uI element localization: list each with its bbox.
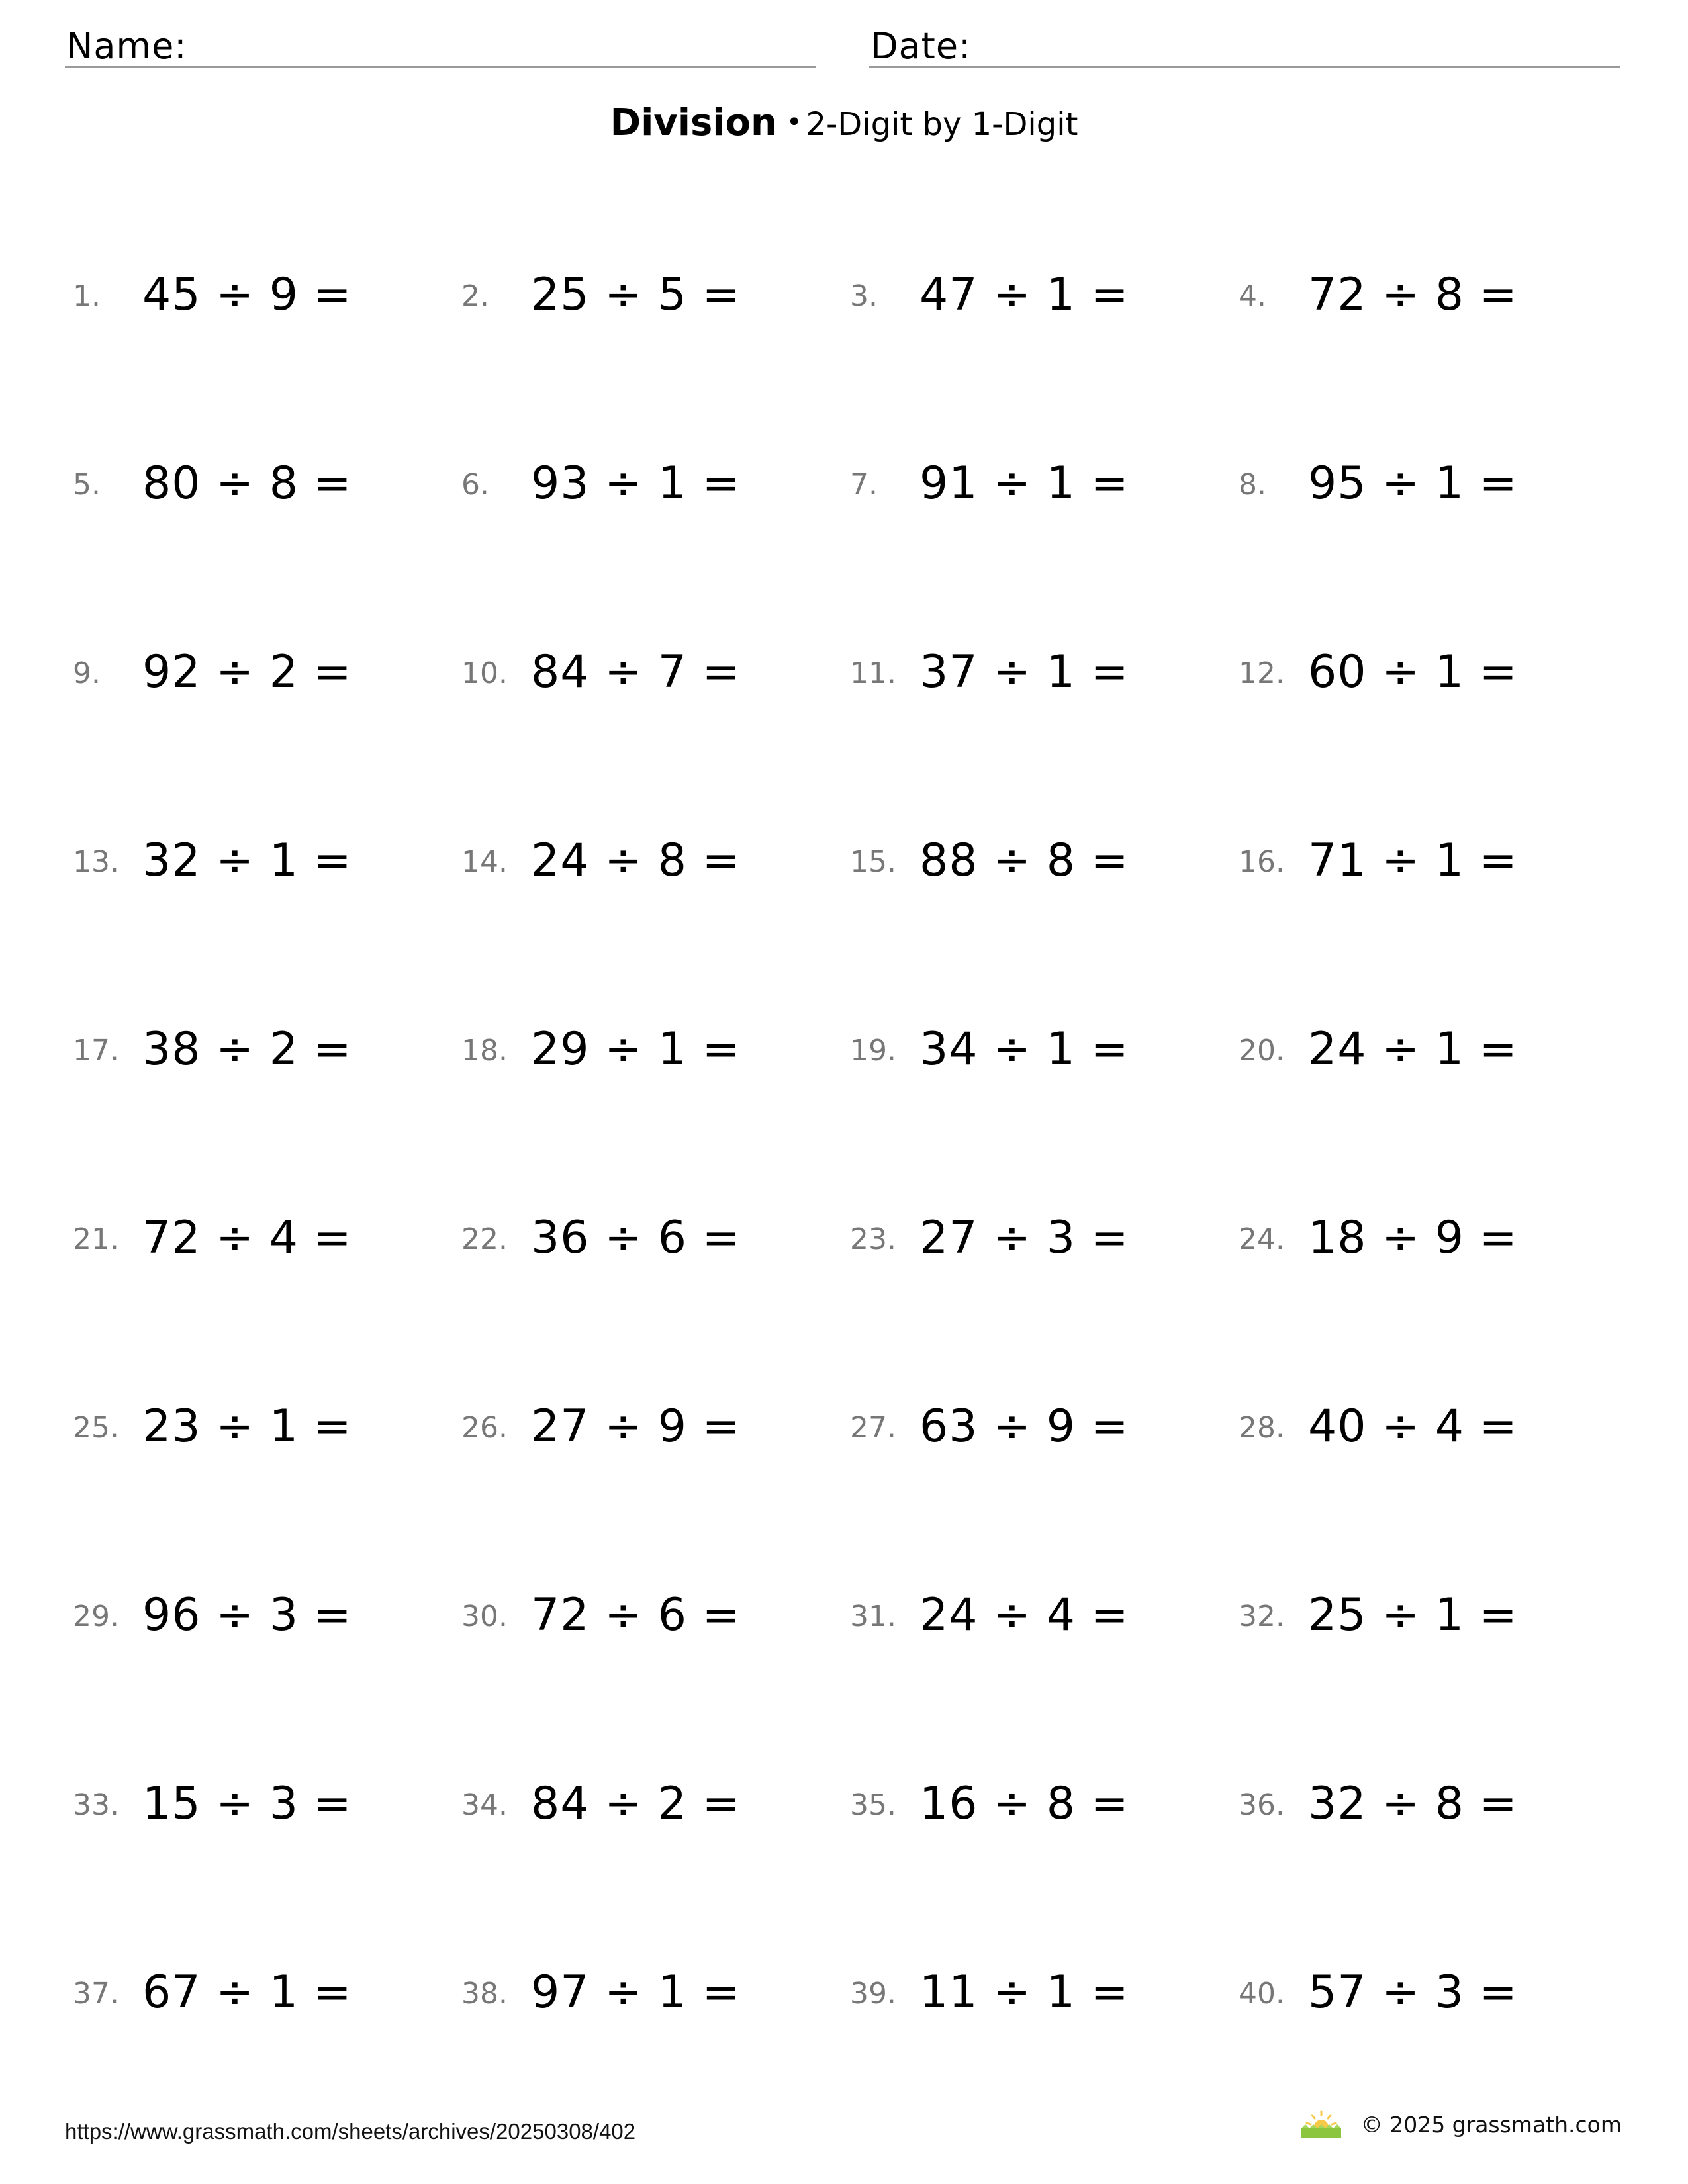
problem-item: [461, 1181, 850, 1370]
problem-expression: 84 ÷ 2 =: [531, 1778, 741, 1830]
problem-number: 23.: [850, 1222, 896, 1256]
problem-number: 7.: [850, 468, 878, 502]
problem-item: [850, 1747, 1239, 1936]
problem-number: 17.: [73, 1034, 119, 1068]
footer-brand: [1299, 2110, 1622, 2139]
title-bullet: •: [786, 107, 802, 138]
problem-number: 26.: [461, 1411, 508, 1445]
problem-item: [461, 1370, 850, 1559]
problem-number: 18.: [461, 1034, 508, 1068]
problem-item: [850, 238, 1239, 427]
problem-expression: 25 ÷ 1 =: [1308, 1589, 1518, 1641]
problem-expression: 24 ÷ 8 =: [531, 835, 741, 887]
problem-number: 34.: [461, 1788, 508, 1822]
problem-expression: 72 ÷ 6 =: [531, 1589, 741, 1641]
problem-number: 15.: [850, 845, 896, 879]
problem-expression: 38 ÷ 2 =: [142, 1023, 352, 1075]
problem-number: 27.: [850, 1411, 896, 1445]
problem-item: [73, 804, 461, 993]
problem-number: 38.: [461, 1977, 508, 2011]
problem-number: 4.: [1239, 279, 1266, 313]
problem-expression: 63 ÷ 9 =: [919, 1400, 1129, 1453]
problem-expression: 92 ÷ 2 =: [142, 646, 352, 698]
problem-item: [1239, 993, 1627, 1181]
problem-expression: 80 ÷ 8 =: [142, 457, 352, 510]
problem-expression: 29 ÷ 1 =: [531, 1023, 741, 1075]
problem-expression: 18 ÷ 9 =: [1308, 1212, 1518, 1264]
problem-expression: 47 ÷ 1 =: [919, 269, 1129, 321]
date-field[interactable]: [869, 20, 1620, 68]
problem-expression: 32 ÷ 8 =: [1308, 1778, 1518, 1830]
problem-number: 24.: [1239, 1222, 1285, 1256]
problem-item: [1239, 1181, 1627, 1370]
problem-item: [461, 615, 850, 804]
problem-number: 3.: [850, 279, 878, 313]
problem-item: [1239, 238, 1627, 427]
problem-expression: 23 ÷ 1 =: [142, 1400, 352, 1453]
problem-item: [1239, 1936, 1627, 2124]
problem-number: 33.: [73, 1788, 119, 1822]
problem-item: [73, 238, 461, 427]
worksheet-title: [0, 101, 1688, 144]
problem-number: 14.: [461, 845, 508, 879]
problem-number: 35.: [850, 1788, 896, 1822]
problem-item: [850, 804, 1239, 993]
problem-number: 11.: [850, 657, 896, 690]
date-label: Date:: [870, 25, 972, 67]
problem-expression: 84 ÷ 7 =: [531, 646, 741, 698]
title-main: Division: [610, 101, 777, 144]
problem-expression: 72 ÷ 8 =: [1308, 269, 1518, 321]
problem-expression: 96 ÷ 3 =: [142, 1589, 352, 1641]
problem-number: 8.: [1239, 468, 1266, 502]
problem-expression: 36 ÷ 6 =: [531, 1212, 741, 1264]
problem-expression: 27 ÷ 9 =: [531, 1400, 741, 1453]
problem-number: 10.: [461, 657, 508, 690]
problem-number: 32.: [1239, 1600, 1285, 1633]
problem-number: 21.: [73, 1222, 119, 1256]
problem-item: [73, 615, 461, 804]
problem-number: 6.: [461, 468, 489, 502]
problem-number: 25.: [73, 1411, 119, 1445]
problem-number: 37.: [73, 1977, 119, 2011]
problem-item: [850, 993, 1239, 1181]
problem-number: 9.: [73, 657, 101, 690]
name-field[interactable]: [65, 20, 816, 68]
problem-number: 29.: [73, 1600, 119, 1633]
problem-item: [73, 1747, 461, 1936]
problem-expression: 67 ÷ 1 =: [142, 1966, 352, 2019]
problem-number: 39.: [850, 1977, 896, 2011]
problem-number: 16.: [1239, 845, 1285, 879]
problem-number: 13.: [73, 845, 119, 879]
problem-grid: [73, 238, 1635, 2124]
problem-expression: 37 ÷ 1 =: [919, 646, 1129, 698]
problem-expression: 15 ÷ 3 =: [142, 1778, 352, 1830]
footer-copyright: © 2025 grassmath.com: [1360, 2111, 1622, 2138]
problem-item: [850, 1181, 1239, 1370]
problem-expression: 32 ÷ 1 =: [142, 835, 352, 887]
problem-number: 36.: [1239, 1788, 1285, 1822]
problem-expression: 40 ÷ 4 =: [1308, 1400, 1518, 1453]
problem-item: [850, 1370, 1239, 1559]
problem-expression: 72 ÷ 4 =: [142, 1212, 352, 1264]
problem-item: [73, 1370, 461, 1559]
problem-expression: 45 ÷ 9 =: [142, 269, 352, 321]
problem-item: [1239, 1559, 1627, 1747]
problem-expression: 24 ÷ 1 =: [1308, 1023, 1518, 1075]
problem-number: 40.: [1239, 1977, 1285, 2011]
problem-number: 19.: [850, 1034, 896, 1068]
problem-expression: 11 ÷ 1 =: [919, 1966, 1129, 2019]
problem-item: [461, 1936, 850, 2124]
problem-item: [850, 427, 1239, 615]
problem-item: [850, 615, 1239, 804]
problem-expression: 97 ÷ 1 =: [531, 1966, 741, 2019]
problem-expression: 25 ÷ 5 =: [531, 269, 741, 321]
problem-item: [73, 427, 461, 615]
problem-expression: 91 ÷ 1 =: [919, 457, 1129, 510]
problem-item: [850, 1936, 1239, 2124]
problem-number: 5.: [73, 468, 101, 502]
problem-item: [461, 1559, 850, 1747]
problem-item: [73, 1559, 461, 1747]
problem-item: [461, 427, 850, 615]
title-subtitle: 2-Digit by 1-Digit: [806, 106, 1078, 143]
problem-number: 30.: [461, 1600, 508, 1633]
problem-item: [850, 1559, 1239, 1747]
problem-number: 28.: [1239, 1411, 1285, 1445]
problem-expression: 93 ÷ 1 =: [531, 457, 741, 510]
problem-item: [461, 804, 850, 993]
problem-item: [1239, 427, 1627, 615]
sun-over-grass-icon: [1299, 2110, 1344, 2139]
problem-expression: 57 ÷ 3 =: [1308, 1966, 1518, 2019]
problem-item: [1239, 1370, 1627, 1559]
problem-item: [1239, 1747, 1627, 1936]
problem-expression: 95 ÷ 1 =: [1308, 457, 1518, 510]
problem-number: 12.: [1239, 657, 1285, 690]
footer-url: https://www.grassmath.com/sheets/archives/20250308/402: [65, 2119, 636, 2144]
problem-expression: 71 ÷ 1 =: [1308, 835, 1518, 887]
problem-expression: 60 ÷ 1 =: [1308, 646, 1518, 698]
problem-item: [73, 993, 461, 1181]
problem-item: [461, 1747, 850, 1936]
problem-item: [461, 238, 850, 427]
problem-item: [1239, 804, 1627, 993]
problem-item: [73, 1181, 461, 1370]
problem-item: [73, 1936, 461, 2124]
name-label: Name:: [66, 25, 187, 67]
problem-expression: 88 ÷ 8 =: [919, 835, 1129, 887]
problem-expression: 24 ÷ 4 =: [919, 1589, 1129, 1641]
problem-number: 22.: [461, 1222, 508, 1256]
problem-number: 2.: [461, 279, 489, 313]
problem-number: 20.: [1239, 1034, 1285, 1068]
problem-number: 31.: [850, 1600, 896, 1633]
problem-expression: 34 ÷ 1 =: [919, 1023, 1129, 1075]
problem-item: [1239, 615, 1627, 804]
problem-number: 1.: [73, 279, 101, 313]
problem-expression: 27 ÷ 3 =: [919, 1212, 1129, 1264]
problem-item: [461, 993, 850, 1181]
problem-expression: 16 ÷ 8 =: [919, 1778, 1129, 1830]
